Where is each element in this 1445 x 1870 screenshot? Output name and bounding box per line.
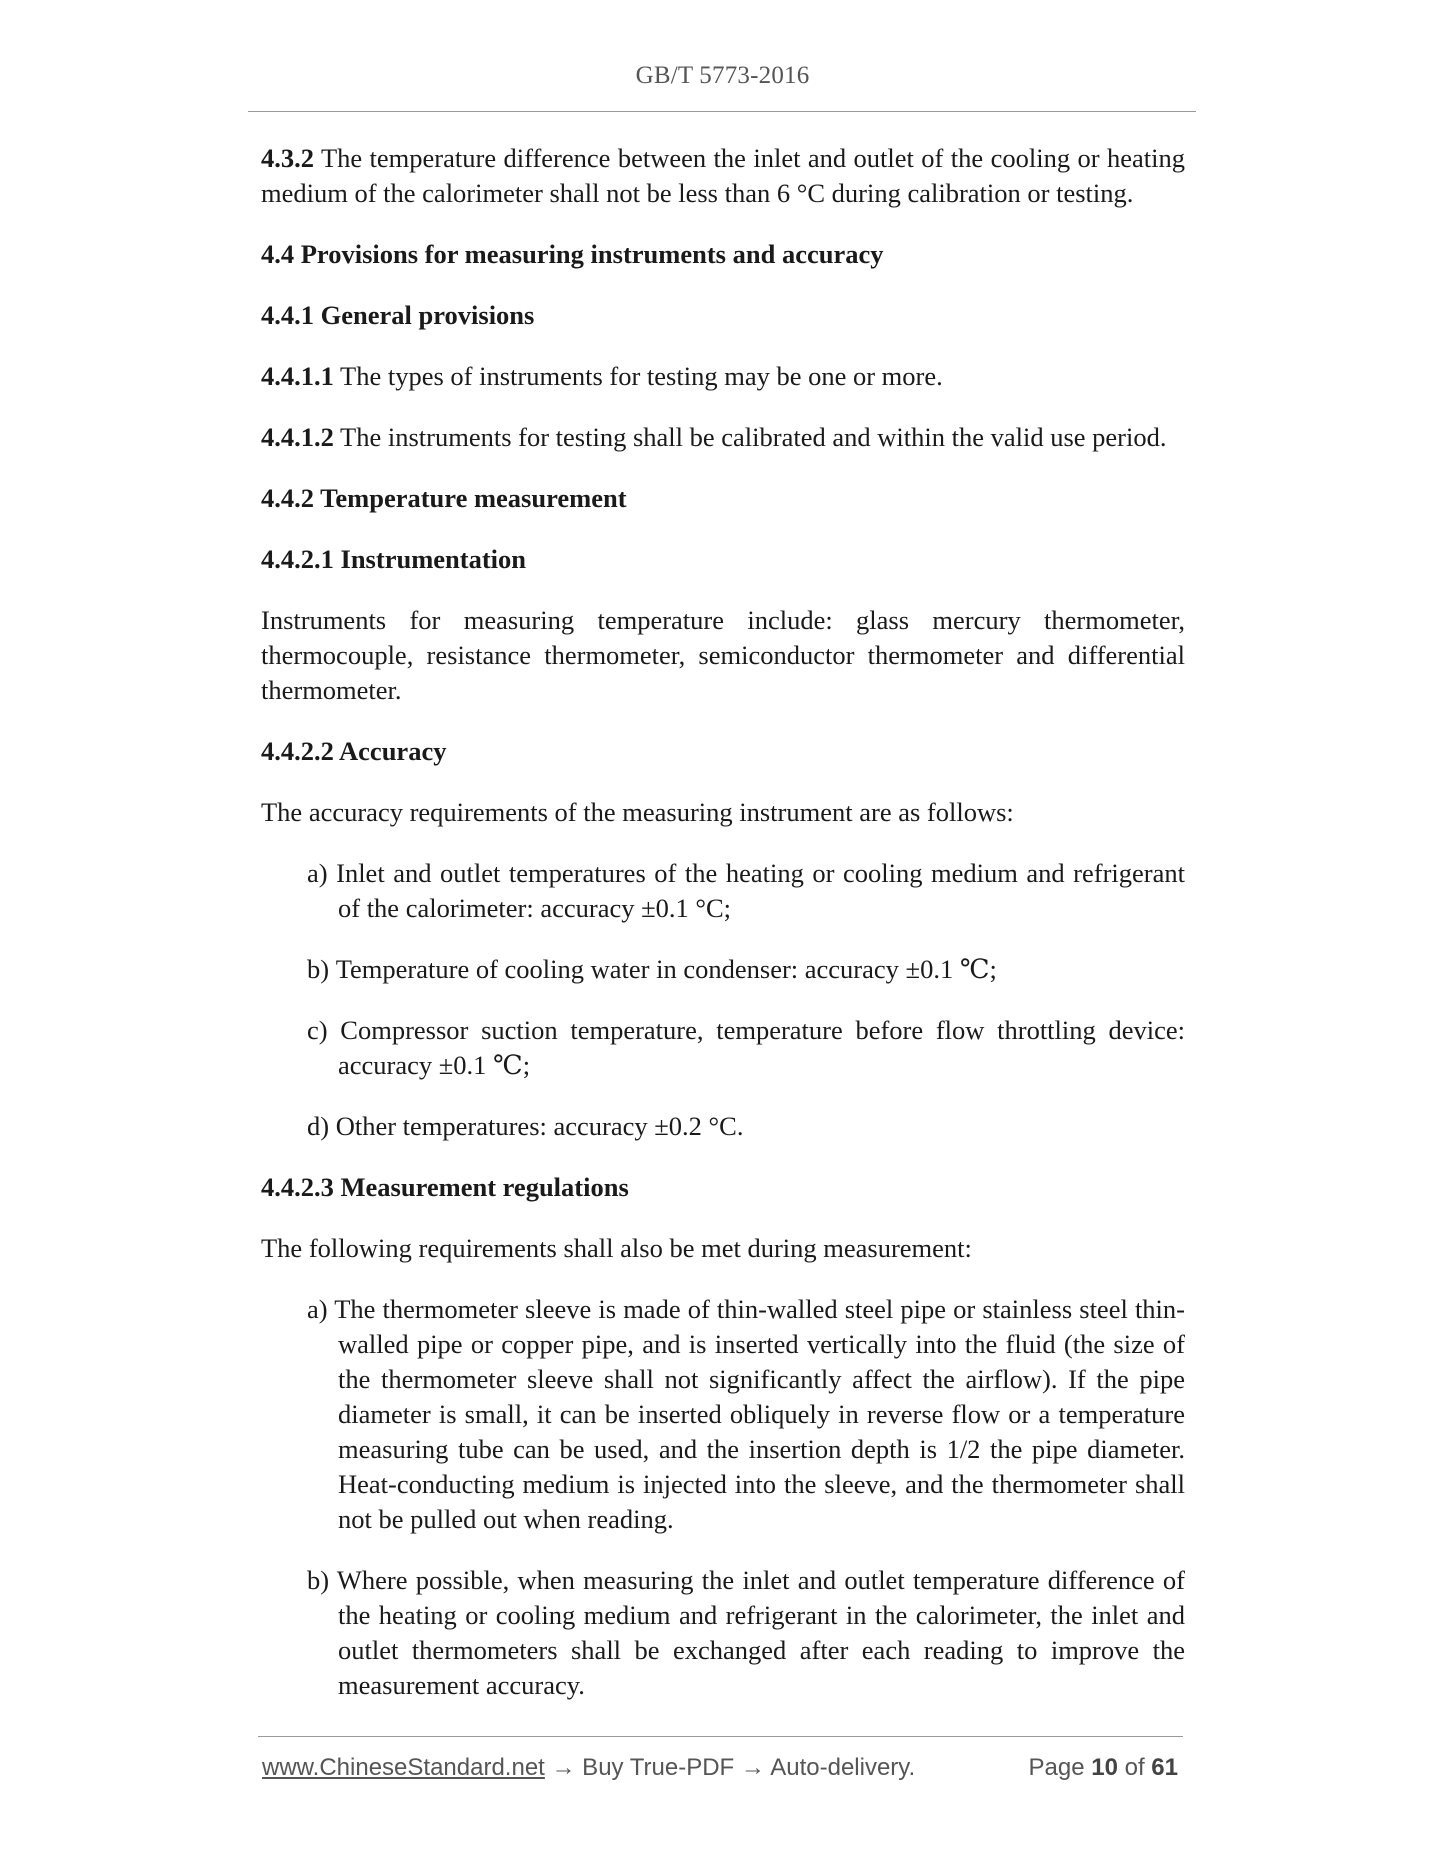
paragraph-regulations-intro: The following requirements shall also be met during measurement:	[261, 1233, 972, 1263]
accuracy-item-d: d) Other temperatures: accuracy ±0.2 °C.	[307, 1111, 744, 1141]
regulation-item-b: b) Where possible, when measuring the inlet and outlet temperature difference of the heating or cooling medium and refrigerant in the calorimeter, the inlet and outlet thermometers shall be exchanged after each reading to improve the measurement accuracy.	[307, 1565, 1185, 1700]
page-footer	[262, 1754, 1182, 1782]
regulation-item-a: a) The thermometer sleeve is made of thin-walled steel pipe or stainless steel thin-walled pipe or copper pipe, and is inserted vertically into the fluid (the size of the thermometer sleeve shall not significantly affect the airflow). If the pipe diameter is small, it can be inserted obliquely in reverse flow or a temperature measuring tube can be used, and the insertion depth is 1/2 the pipe diameter. Heat-conducting medium is injected into the sleeve, and the thermometer shall not be pulled out when reading.	[307, 1294, 1185, 1534]
page-current: 10	[1091, 1754, 1118, 1781]
page-label: Page	[1028, 1754, 1085, 1781]
clause-4-4-1-1	[261, 359, 1185, 394]
heading-4-4-2: 4.4.2 Temperature measurement	[261, 483, 627, 513]
footer-divider	[258, 1736, 1183, 1737]
page-number	[1029, 1754, 1179, 1782]
paragraph-accuracy-intro: The accuracy requirements of the measuring instrument are as follows:	[261, 797, 1014, 827]
clause-text: The instruments for testing shall be calibrated and within the valid use period.	[333, 422, 1167, 452]
accuracy-item-a: a) Inlet and outlet temperatures of the heating or cooling medium and refrigerant of the calorimeter: accuracy ±0.1 °C;	[307, 858, 1185, 923]
heading-4-4-2-2: 4.4.2.2 Accuracy	[261, 736, 447, 766]
page-total: 61	[1151, 1754, 1178, 1781]
heading-4-4-2-3: 4.4.2.3 Measurement regulations	[261, 1172, 629, 1202]
accuracy-item-b: b) Temperature of cooling water in condenser: accuracy ±0.1 ℃;	[307, 954, 997, 984]
page-header-doc-id: GB/T 5773-2016	[635, 62, 810, 89]
document-body	[261, 141, 1185, 1729]
clause-number: 4.3.2	[261, 143, 314, 173]
website-link[interactable]: www.ChineseStandard.net	[262, 1754, 545, 1781]
clause-4-4-1-2	[261, 420, 1185, 455]
footer-tagline: → Buy True-PDF → Auto-delivery.	[544, 1754, 916, 1781]
heading-4-4: 4.4 Provisions for measuring instruments and accuracy	[261, 239, 884, 269]
clause-text: The temperature difference between the inlet and outlet of the cooling or heating medium of the calorimeter shall not be less than 6 °C during calibration or testing.	[261, 143, 1185, 208]
clause-number: 4.4.1.2	[261, 422, 334, 452]
accuracy-item-c: c) Compressor suction temperature, temperature before flow throttling device: accuracy ±0.1 ℃;	[307, 1015, 1185, 1080]
paragraph-instruments: Instruments for measuring temperature include: glass mercury thermometer, thermocouple, resistance thermometer, semiconductor thermometer and differential thermometer.	[261, 605, 1185, 705]
clause-text: The types of instruments for testing may be one or more.	[333, 361, 943, 391]
page-of: of	[1124, 1754, 1145, 1781]
clause-4-3-2	[261, 141, 1185, 211]
heading-4-4-1: 4.4.1 General provisions	[261, 300, 535, 330]
header-divider	[248, 111, 1196, 112]
heading-4-4-2-1: 4.4.2.1 Instrumentation	[261, 544, 527, 574]
clause-number: 4.4.1.1	[261, 361, 334, 391]
